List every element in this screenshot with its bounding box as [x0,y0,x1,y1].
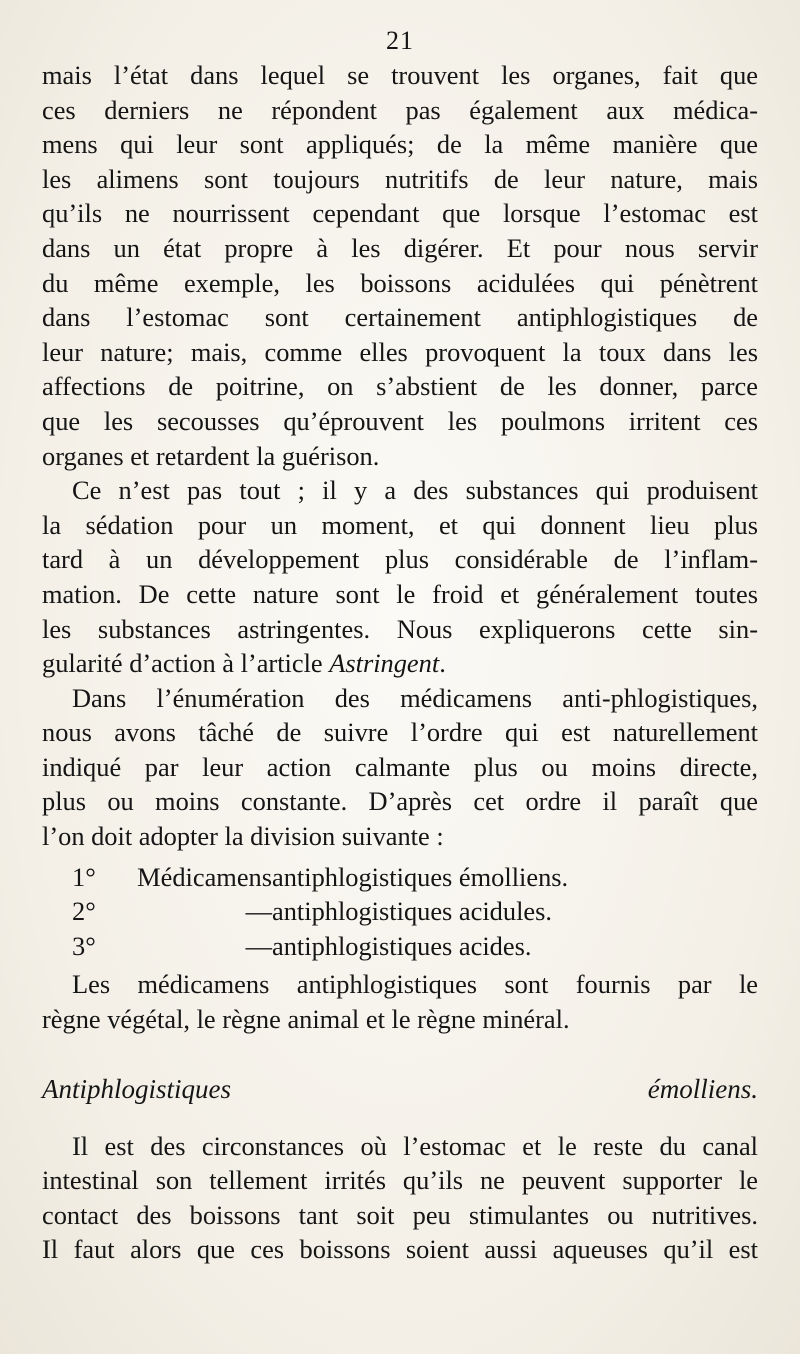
text-fragment: gularité d’action à l’article [42,648,330,679]
text-line: ces derniers ne répondent pas également aux médica- [42,94,758,125]
division-list [42,860,758,964]
text-line: mens qui leur sont appliqués; de la même manière que [42,129,758,160]
text-line: qu’ils ne nourrissent cependant que lorsque l’estomac est [42,198,758,229]
text-line: indiqué par leur action calmante plus ou moins directe, [42,751,758,782]
list-item [42,929,758,964]
text-line: organes et retardent la guérison. [42,440,380,471]
text-line: la sédation pour un moment, et qui donnent lieu plus [42,509,758,540]
text-line: règne végétal, le règne animal et le règne minéral. [42,1004,570,1035]
paragraph-5 [42,1129,758,1267]
text-line: du même exemple, les boissons acidulées qui pénètrent [42,267,758,298]
text-line: les alimens sont toujours nutritifs de leur nature, mais [42,163,758,194]
text-line: plus ou moins constante. D’après cet ordre il paraît que [42,786,758,817]
text-line: dans l’estomac sont certainement antiphlogistiques de [42,302,758,333]
list-number: 1° Médicamens [72,861,272,892]
list-item [42,894,758,929]
text-line: les substances astringentes. Nous expliquerons cette sin- [42,613,758,644]
list-text: antiphlogistiques acides. [272,930,532,961]
text-line: mation. De cette nature sont le froid et généralement toutes [42,578,758,609]
list-number: 3° — [72,930,272,961]
text-line: mais l’état dans lequel se trouvent les organes, fait que [42,60,758,90]
text-line: Ce n’est pas tout ; il y a des substances qui produisent [72,475,758,506]
text-line: leur nature; mais, comme elles provoquent la toux dans les [42,336,758,367]
body-text [42,58,758,1267]
paragraph-4 [42,967,758,1036]
text-line: affections de poitrine, on s’abstient de les donner, parce [42,371,758,402]
text-line: que les secousses qu’éprouvent les poulmons irritent ces [42,405,758,436]
text-line: intestinal son tellement irrités qu’ils ne peuvent supporter le [42,1165,758,1196]
text-line: Les médicamens antiphlogistiques sont fournis par le [72,969,758,1000]
paragraph-2 [42,473,758,681]
text-line: Il faut alors que ces boissons soient aussi aqueuses qu’il est [42,1234,758,1265]
text-line [42,646,758,681]
italic-term: Astringent [329,648,440,679]
text-line: l’on doit adopter la division suivante : [42,821,444,852]
text-line: dans un état propre à les digérer. Et pour nous servir [42,232,758,263]
list-item [42,860,758,895]
text-fragment: . [439,648,446,679]
paragraph-1 [42,58,758,473]
text-line: Il est des circonstances où l’estomac et le reste du canal [72,1130,758,1161]
section-heading: Antiphlogistiques émolliens. [42,1073,758,1104]
text-line: contact des boissons tant soit peu stimulantes ou nutritives. [42,1199,758,1230]
page-number: 21 [386,26,414,55]
paragraph-3 [42,681,758,854]
list-text: antiphlogistiques acidules. [272,896,552,927]
text-line: tard à un développement plus considérable de l’inflam- [42,544,758,575]
list-text: antiphlogistiques émolliens. [272,861,569,892]
text-line: Dans l’énumération des médicamens anti-phlogistiques, [72,682,758,713]
text-line: nous avons tâché de suivre l’ordre qui est naturellement [42,717,758,748]
list-number: 2° — [72,896,272,927]
